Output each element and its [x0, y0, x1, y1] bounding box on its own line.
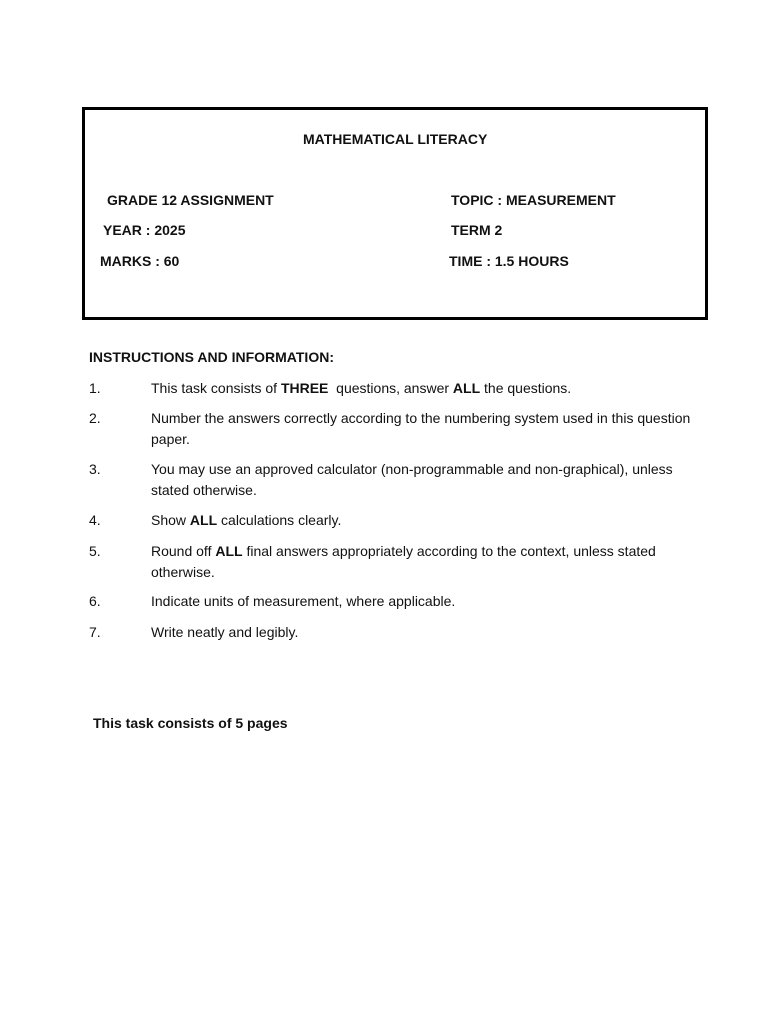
instruction-text: You may use an approved calculator (non-programmable and non-graphical), unless stated otherwise. [151, 461, 673, 498]
instruction-number: 3. [89, 461, 101, 477]
subject-title: MATHEMATICAL LITERACY [303, 131, 488, 147]
instruction-number: 4. [89, 512, 101, 528]
grade-label: GRADE 12 ASSIGNMENT [107, 192, 274, 208]
year-label: YEAR : 2025 [103, 222, 186, 238]
instruction-text: Number the answers correctly according to the numbering system used in this question paper. [151, 410, 691, 447]
instruction-text: Show ALL calculations clearly. [151, 512, 342, 528]
instructions-heading: INSTRUCTIONS AND INFORMATION: [89, 349, 334, 365]
instruction-number: 5. [89, 543, 101, 559]
instruction-number: 1. [89, 380, 101, 396]
header-box [82, 107, 708, 320]
time-label: TIME : 1.5 HOURS [449, 253, 569, 269]
instruction-text: Round off ALL final answers appropriately according to the context, unless stated otherwise. [151, 543, 656, 580]
page-count-note: This task consists of 5 pages [93, 715, 288, 731]
term-label: TERM 2 [451, 222, 503, 238]
instruction-text: Indicate units of measurement, where applicable. [151, 593, 456, 609]
instruction-number: 7. [89, 624, 101, 640]
instruction-number: 6. [89, 593, 101, 609]
instruction-text: Write neatly and legibly. [151, 624, 299, 640]
marks-label: MARKS : 60 [100, 253, 180, 269]
topic-label: TOPIC : MEASUREMENT [451, 192, 616, 208]
instruction-text: This task consists of THREE questions, answer ALL the questions. [151, 380, 572, 396]
instruction-number: 2. [89, 410, 101, 426]
